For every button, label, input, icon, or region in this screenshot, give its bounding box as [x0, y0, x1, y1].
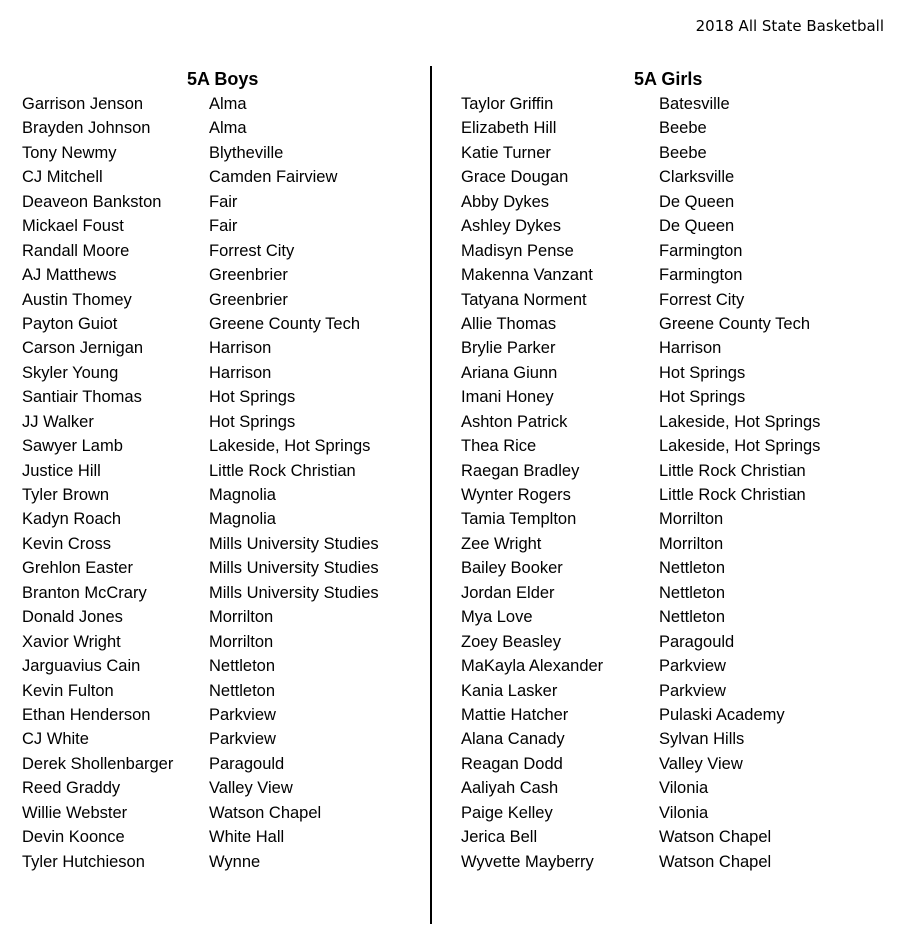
player-name: Tyler Hutchieson [22, 852, 145, 871]
player-name: Donald Jones [22, 608, 123, 627]
player-name: Alana Canady [461, 730, 565, 749]
school-name: Wynne [209, 852, 261, 871]
roster-row [22, 192, 379, 216]
roster-row [461, 387, 820, 411]
player-name: Zoey Beasley [461, 632, 561, 651]
girls-roster [461, 94, 820, 876]
player-name: Ashley Dykes [461, 217, 561, 236]
school-name: Magnolia [209, 486, 276, 504]
school-name: Lakeside, Hot Springs [209, 437, 371, 456]
roster-row [461, 192, 820, 216]
school-name: Greene County Tech [209, 314, 361, 333]
school-name: Watson Chapel [209, 803, 322, 822]
school-name: Batesville [659, 95, 730, 113]
player-name: Kadyn Roach [22, 510, 122, 529]
player-name: CJ Mitchell [22, 168, 103, 187]
player-name: Branton McCrary [22, 583, 147, 602]
roster-row [461, 681, 820, 705]
school-name: Camden Fairview [209, 168, 338, 187]
school-name: Little Rock Christian [209, 461, 356, 480]
school-name: Farmington [659, 266, 743, 285]
roster-row [22, 681, 379, 705]
school-name: Beebe [659, 119, 707, 138]
roster-row [461, 436, 820, 460]
school-name: Hot Springs [659, 388, 746, 407]
player-name: Kania Lasker [461, 681, 558, 700]
player-name: Paige Kelley [461, 803, 553, 822]
school-name: Forrest City [659, 290, 745, 309]
school-name: Nettleton [659, 608, 726, 627]
player-name: Deaveon Bankston [22, 192, 162, 211]
roster-row [22, 143, 379, 167]
player-name: Grace Dougan [461, 168, 569, 187]
roster-row [22, 265, 379, 289]
player-name: Derek Shollenbarger [22, 754, 174, 773]
roster-row [461, 94, 820, 118]
player-name: Grehlon Easter [22, 559, 133, 578]
player-name: Ethan Henderson [22, 705, 151, 724]
school-name: Vilonia [659, 803, 709, 822]
school-name: Parkview [659, 681, 726, 700]
roster-row [22, 412, 379, 436]
roster-row [22, 241, 379, 265]
player-name: Sawyer Lamb [22, 437, 123, 456]
player-name: Ashton Patrick [461, 412, 568, 431]
school-name: Nettleton [659, 559, 726, 578]
player-name: Madisyn Pense [461, 241, 574, 260]
player-name: Zee Wright [461, 534, 542, 553]
player-name: Jarguavius Cain [22, 657, 141, 676]
player-name: Brayden Johnson [22, 119, 151, 138]
player-name: Aaliyah Cash [461, 779, 559, 798]
school-name: Alma [209, 95, 247, 113]
player-name: Justice Hill [22, 461, 101, 480]
roster-row [22, 338, 379, 362]
boys-heading: 5A Boys [187, 69, 259, 89]
player-name: Ariana Giunn [461, 363, 558, 382]
roster-row [461, 827, 820, 851]
roster-row [461, 656, 820, 680]
roster-row [461, 583, 820, 607]
player-name: Jordan Elder [461, 583, 555, 602]
player-name: Taylor Griffin [461, 95, 554, 113]
school-name: Little Rock Christian [659, 486, 806, 504]
roster-row [461, 852, 820, 876]
roster-row [22, 754, 379, 778]
player-name: JJ Walker [22, 412, 94, 431]
school-name: Mills University Studies [209, 559, 379, 578]
document-title: 2018 All State Basketball [695, 17, 884, 35]
roster-row [22, 94, 379, 118]
roster-row [461, 778, 820, 802]
roster-row [22, 803, 379, 827]
school-name: De Queen [659, 192, 735, 211]
roster-row [22, 583, 379, 607]
player-name: CJ White [22, 730, 89, 749]
roster-row [461, 412, 820, 436]
school-name: Nettleton [209, 681, 276, 700]
player-name: Carson Jernigan [22, 339, 144, 358]
player-name: Makenna Vanzant [461, 266, 593, 285]
player-name: Wyvette Mayberry [461, 852, 594, 871]
school-name: Hot Springs [659, 363, 746, 382]
roster-row [461, 314, 820, 338]
school-name: De Queen [659, 217, 735, 236]
roster-row [461, 338, 820, 362]
school-name: Little Rock Christian [659, 461, 806, 480]
school-name: Hot Springs [209, 412, 296, 431]
player-name: Kevin Fulton [22, 681, 114, 700]
school-name: Watson Chapel [659, 828, 772, 847]
school-name: Lakeside, Hot Springs [659, 437, 821, 456]
school-name: Nettleton [209, 657, 276, 676]
school-name: Farmington [659, 241, 743, 260]
roster-row [461, 143, 820, 167]
school-name: Fair [209, 217, 238, 236]
player-name: Randall Moore [22, 241, 130, 260]
player-name: Allie Thomas [461, 314, 557, 333]
player-name: Wynter Rogers [461, 486, 571, 504]
school-name: Magnolia [209, 510, 276, 529]
roster-row [22, 118, 379, 142]
player-name: Devin Koonce [22, 828, 125, 847]
boys-roster [22, 94, 379, 876]
player-name: Reagan Dodd [461, 754, 563, 773]
roster-row [461, 461, 820, 485]
player-name: Mya Love [461, 608, 533, 627]
school-name: Hot Springs [209, 388, 296, 407]
school-name: Morrilton [659, 510, 724, 529]
roster-row [461, 729, 820, 753]
school-name: Mills University Studies [209, 534, 379, 553]
school-name: Morrilton [659, 534, 724, 553]
school-name: Greenbrier [209, 290, 288, 309]
roster-row [461, 241, 820, 265]
player-name: Jerica Bell [461, 828, 538, 847]
school-name: Parkview [209, 730, 276, 749]
roster-row [22, 778, 379, 802]
roster-row [22, 290, 379, 314]
school-name: Paragould [659, 632, 735, 651]
player-name: MaKayla Alexander [461, 657, 604, 676]
roster-row [461, 290, 820, 314]
player-name: Tamia Templton [461, 510, 577, 529]
school-name: Valley View [209, 779, 293, 798]
school-name: Watson Chapel [659, 852, 772, 871]
player-name: Willie Webster [22, 803, 128, 822]
roster-row [22, 387, 379, 411]
player-name: Abby Dykes [461, 192, 550, 211]
roster-row [22, 216, 379, 240]
roster-row [22, 705, 379, 729]
roster-row [22, 558, 379, 582]
roster-row [22, 167, 379, 191]
school-name: Forrest City [209, 241, 295, 260]
school-name: Mills University Studies [209, 583, 379, 602]
roster-row [461, 363, 820, 387]
school-name: Harrison [209, 339, 272, 358]
roster-row [22, 656, 379, 680]
roster-row [461, 216, 820, 240]
roster-row [22, 363, 379, 387]
roster-row [22, 827, 379, 851]
player-name: AJ Matthews [22, 266, 117, 285]
roster-row [22, 632, 379, 656]
roster-row [461, 485, 820, 509]
school-name: Greenbrier [209, 266, 288, 285]
player-name: Kevin Cross [22, 534, 111, 553]
player-name: Katie Turner [461, 143, 551, 162]
roster-row [22, 436, 379, 460]
player-name: Tony Newmy [22, 143, 117, 162]
school-name: Morrilton [209, 608, 274, 627]
school-name: Blytheville [209, 143, 284, 162]
roster-row [461, 754, 820, 778]
school-name: Lakeside, Hot Springs [659, 412, 821, 431]
roster-row [22, 729, 379, 753]
school-name: Harrison [209, 363, 272, 382]
roster-row [461, 558, 820, 582]
roster-row [22, 534, 379, 558]
school-name: Parkview [209, 705, 276, 724]
player-name: Mickael Foust [22, 217, 124, 236]
player-name: Reed Graddy [22, 779, 121, 798]
roster-row [22, 485, 379, 509]
school-name: Alma [209, 119, 247, 138]
player-name: Elizabeth Hill [461, 119, 557, 138]
roster-row [22, 852, 379, 876]
player-name: Garrison Jenson [22, 95, 144, 113]
player-name: Skyler Young [22, 363, 119, 382]
player-name: Imani Honey [461, 388, 554, 407]
school-name: Morrilton [209, 632, 274, 651]
girls-heading: 5A Girls [634, 69, 703, 89]
roster-row [461, 118, 820, 142]
player-name: Santiair Thomas [22, 388, 142, 407]
roster-row [22, 509, 379, 533]
school-name: Paragould [209, 754, 285, 773]
school-name: Valley View [659, 754, 743, 773]
player-name: Bailey Booker [461, 559, 563, 578]
roster-row [461, 705, 820, 729]
player-name: Brylie Parker [461, 339, 556, 358]
school-name: Nettleton [659, 583, 726, 602]
roster-row [461, 265, 820, 289]
school-name: Vilonia [659, 779, 709, 798]
player-name: Raegan Bradley [461, 461, 580, 480]
school-name: Pulaski Academy [659, 705, 785, 724]
roster-row [461, 167, 820, 191]
player-name: Austin Thomey [22, 290, 132, 309]
player-name: Mattie Hatcher [461, 705, 569, 724]
roster-row [461, 607, 820, 631]
roster-row [461, 632, 820, 656]
roster-row [461, 534, 820, 558]
player-name: Xavior Wright [22, 632, 121, 651]
roster-row [22, 314, 379, 338]
column-divider [430, 66, 432, 924]
player-name: Tatyana Norment [461, 290, 587, 309]
roster-row [22, 461, 379, 485]
school-name: Clarksville [659, 168, 735, 187]
player-name: Thea Rice [461, 437, 537, 456]
roster-row [22, 607, 379, 631]
roster-row [461, 803, 820, 827]
roster-row [461, 509, 820, 533]
school-name: White Hall [209, 828, 285, 847]
player-name: Tyler Brown [22, 486, 110, 504]
school-name: Parkview [659, 657, 726, 676]
school-name: Sylvan Hills [659, 730, 745, 749]
player-name: Payton Guiot [22, 314, 118, 333]
school-name: Beebe [659, 143, 707, 162]
school-name: Fair [209, 192, 238, 211]
school-name: Harrison [659, 339, 722, 358]
school-name: Greene County Tech [659, 314, 811, 333]
